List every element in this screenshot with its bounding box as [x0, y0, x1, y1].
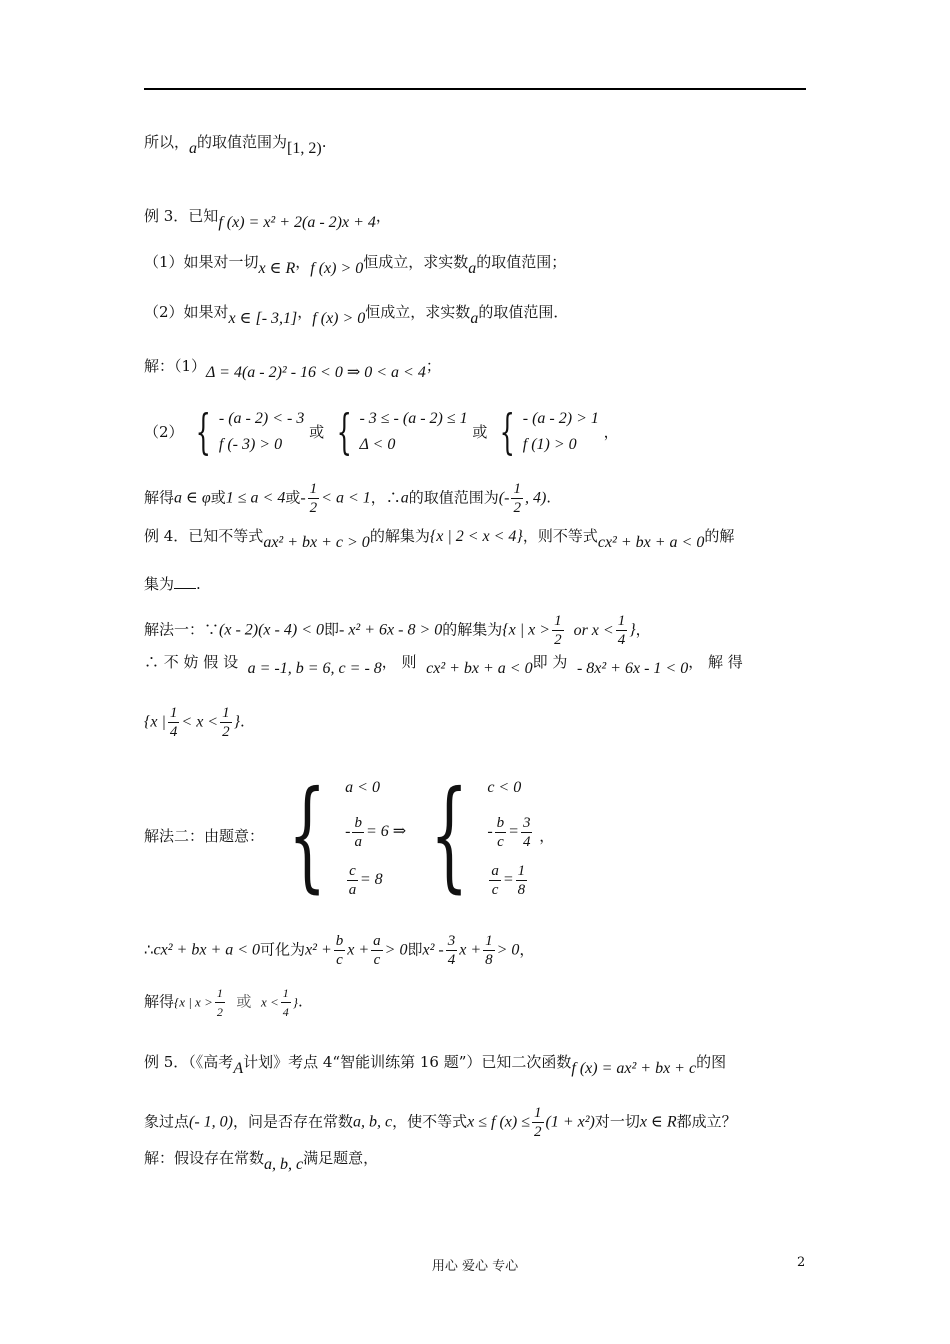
example-3-q1: [144, 252, 567, 277]
fraction: $\frac{1}{2}$: [309, 481, 318, 516]
page-number: 2: [797, 1255, 806, 1270]
system-row: - $\frac{b}{c}$ = $\frac{3}{4}$: [487, 814, 531, 850]
math: {x | 2 < x < 4}: [429, 528, 523, 545]
system-row: - $\frac{b}{a}$ = 6 ⇒: [345, 814, 407, 850]
method-1-line1: [144, 612, 651, 649]
system-row: $\frac{a}{c}$ = $\frac{1}{8}$: [491, 862, 526, 898]
system-abc-a: { a < 0 - $\frac{b}{a}$ = 6 ⇒ $\frac{c}{a}$ = 8: [287, 766, 407, 905]
system-abc-c: { c < 0 - $\frac{b}{c}$ = $\frac{3}{4}$ $\frac{a}{c}$ = $\frac{1}{8}$: [411, 768, 534, 904]
math: 1 ≤ a < 4: [225, 489, 286, 507]
math: a: [400, 489, 409, 507]
math: (- 1, 0): [189, 1113, 233, 1131]
system-row: f (1) > 0: [522, 436, 577, 453]
text: ，则不等式: [522, 527, 598, 545]
text: 的解: [704, 527, 735, 545]
system-row: - (a - 2) > 1: [522, 410, 599, 427]
text: 例 4．已知不等式: [144, 527, 264, 545]
math: cx² + bx + a < 0: [426, 660, 533, 677]
text: 的取值范围为: [197, 133, 288, 151]
system-row: c < 0: [487, 779, 522, 796]
text: （2）如果对: [144, 303, 229, 321]
text: 或: [309, 423, 325, 441]
fraction: $\frac{b}{c}$: [335, 933, 344, 968]
text: 或: [285, 488, 301, 507]
math: a: [189, 140, 198, 157]
text: ，: [297, 303, 313, 321]
math: -: [300, 489, 306, 507]
math: x ∈ [- 3,1]: [228, 310, 298, 327]
text: ，: [603, 423, 619, 441]
text: .: [297, 992, 303, 1011]
fraction: $\frac{1}{2}$: [534, 1105, 542, 1140]
text: 计划》考点 4“智能训练第 16 题”）已知二次函数: [243, 1053, 572, 1071]
system-row: a < 0: [345, 779, 380, 796]
math: x <: [260, 994, 279, 1010]
math: - 8x² + 6x - 1 < 0: [576, 660, 689, 677]
math: x² -: [422, 941, 444, 959]
text: 的图: [696, 1053, 727, 1071]
math: A: [233, 1060, 244, 1077]
math: x ∈ R: [258, 260, 296, 277]
math: a: [468, 260, 477, 277]
math: }: [292, 994, 298, 1010]
answer-blank: [174, 574, 196, 589]
math: x ≤ f (x) ≤: [467, 1113, 531, 1131]
text: 或: [472, 423, 488, 441]
text: 例 3．已知: [144, 207, 219, 225]
system-row: Δ < 0: [359, 436, 396, 453]
text: ∴ 不 妨 假 设: [144, 653, 239, 671]
math: x² +: [305, 941, 332, 959]
example-4-line2: [144, 574, 201, 594]
math: f (x) = ax² + bx + c: [571, 1060, 697, 1077]
math: a: [470, 310, 479, 327]
system-3: { - (a - 2) > 1 f (1) > 0: [499, 404, 599, 460]
system-row: $\frac{c}{a}$ = 8: [348, 862, 383, 898]
system-2: { - 3 ≤ - (a - 2) ≤ 1 Δ < 0: [336, 404, 468, 460]
text: 恒成立，求实数: [365, 303, 471, 321]
text: ；: [425, 357, 441, 375]
math: }: [233, 713, 241, 731]
fraction: $\frac{1}{2}$: [216, 986, 223, 1019]
system-1: { - (a - 2) < - 3 f (- 3) > 0: [195, 404, 305, 460]
math: }: [629, 621, 636, 639]
math: or x <: [573, 621, 614, 639]
system-row: - 3 ≤ - (a - 2) ≤ 1: [359, 410, 468, 427]
text: 即 为: [532, 653, 568, 671]
example-4-title: [144, 526, 735, 551]
math: {x | x >: [174, 994, 213, 1010]
text: .: [196, 575, 201, 593]
text: 的取值范围．: [478, 303, 569, 321]
fraction: $\frac{1}{4}$: [617, 613, 626, 648]
text: 满足题意，: [303, 1149, 379, 1167]
line-conclusion: [144, 132, 327, 157]
text: ， 解 得: [688, 653, 743, 671]
math: a, b, c: [353, 1113, 393, 1131]
method-2: [144, 768, 554, 904]
math: f (x) > 0: [312, 310, 366, 327]
math: - x² + 6x - 8 > 0: [339, 621, 443, 639]
math: {x | x >: [502, 621, 551, 639]
text: .: [240, 712, 245, 731]
text: ，: [375, 207, 391, 225]
text: ，使不等式: [392, 1112, 468, 1131]
solution-3-result: [144, 480, 551, 517]
example-5-line3: [144, 1148, 379, 1173]
math: [1, 2): [287, 140, 322, 157]
example-5-title: [144, 1052, 727, 1077]
math: (x - 2)(x - 4) < 0: [219, 621, 324, 639]
math: a ∈ φ: [174, 489, 211, 507]
math: x ∈ R: [639, 1113, 677, 1131]
math: a = -1, b = 6, c = - 8: [247, 660, 382, 677]
method-1-line3: [144, 704, 245, 741]
text: 的解集为: [369, 527, 430, 545]
example-5-line2: [144, 1104, 737, 1141]
math: ax² + bx + c > 0: [263, 534, 370, 551]
text: ，: [635, 620, 651, 639]
text: 解：假设存在常数: [144, 1149, 265, 1167]
text: ，: [295, 253, 311, 271]
text: 的取值范围；: [476, 253, 567, 271]
math: cx² + bx + a < 0: [153, 941, 261, 959]
text: 解得: [144, 992, 175, 1011]
solution-3-part2: [144, 406, 619, 458]
text: ，∴: [370, 488, 401, 507]
text: 的取值范围为: [408, 488, 499, 507]
math: > 0: [384, 941, 408, 959]
solution-3-part1: [144, 356, 441, 381]
example-3-title: [144, 206, 391, 231]
math: Δ = 4(a - 2)² - 16 < 0 ⇒ 0 < a < 4: [206, 364, 426, 381]
header-rule: [144, 88, 806, 90]
math: {x |: [144, 713, 166, 731]
math: f (x) = x² + 2(a - 2)x + 4: [218, 214, 376, 231]
fraction: $\frac{a}{c}$: [373, 933, 381, 968]
text: 例 5．（《高考: [144, 1053, 234, 1071]
math: (-: [498, 489, 510, 507]
text: 解法一：∵: [144, 620, 220, 639]
fraction: $\frac{1}{2}$: [513, 481, 521, 516]
fraction: $\frac{1}{8}$: [485, 933, 493, 968]
text: 解：（1）: [144, 357, 207, 375]
text: ， 则: [381, 653, 417, 671]
footer-slogan: 用心 爱心 专心: [431, 1259, 519, 1274]
fraction: $\frac{3}{4}$: [447, 933, 456, 968]
system-row: - (a - 2) < - 3: [218, 410, 305, 427]
text: 解得: [144, 488, 175, 507]
example-3-q2: [144, 302, 569, 327]
text: 即: [407, 940, 423, 959]
method-2-line3: [144, 984, 303, 1021]
text: ，: [539, 827, 555, 845]
text: 都成立？: [676, 1112, 737, 1131]
text: ∴: [144, 940, 154, 959]
math: > 0: [496, 941, 520, 959]
fraction: $\frac{1}{4}$: [282, 986, 289, 1019]
text: 或: [210, 488, 226, 507]
text: 所以，: [144, 133, 190, 151]
text: （2）: [144, 423, 184, 441]
math: < x <: [181, 713, 219, 731]
text: 可化为: [260, 940, 306, 959]
method-2-line2: [144, 932, 534, 969]
math: (1 + x²): [545, 1113, 595, 1131]
method-1-line2: [144, 652, 743, 677]
fraction: $\frac{1}{2}$: [554, 613, 562, 648]
math: f (x) > 0: [310, 260, 364, 277]
math: a, b, c: [264, 1156, 304, 1173]
text: .: [546, 488, 552, 507]
math: x +: [459, 941, 482, 959]
text: 恒成立，求实数: [363, 253, 469, 271]
text: ，: [519, 940, 535, 959]
system-row: f (- 3) > 0: [218, 436, 283, 453]
text: 对一切: [594, 1112, 640, 1131]
math: < a < 1: [321, 489, 371, 507]
text: 或: [236, 992, 252, 1011]
text: 象过点: [144, 1112, 190, 1131]
text: 即: [323, 620, 339, 639]
fraction: $\frac{1}{2}$: [222, 705, 230, 740]
math: cx² + bx + a < 0: [597, 534, 705, 551]
fraction: $\frac{1}{4}$: [169, 705, 178, 740]
math: x +: [347, 941, 370, 959]
text: ，问是否存在常数: [233, 1112, 354, 1131]
text: （1）如果对一切: [144, 253, 259, 271]
text: 集为: [144, 575, 175, 593]
math: , 4): [524, 489, 547, 507]
text: 的解集为: [442, 620, 503, 639]
text: 解法二：由题意：: [144, 827, 265, 845]
text: .: [321, 133, 327, 151]
